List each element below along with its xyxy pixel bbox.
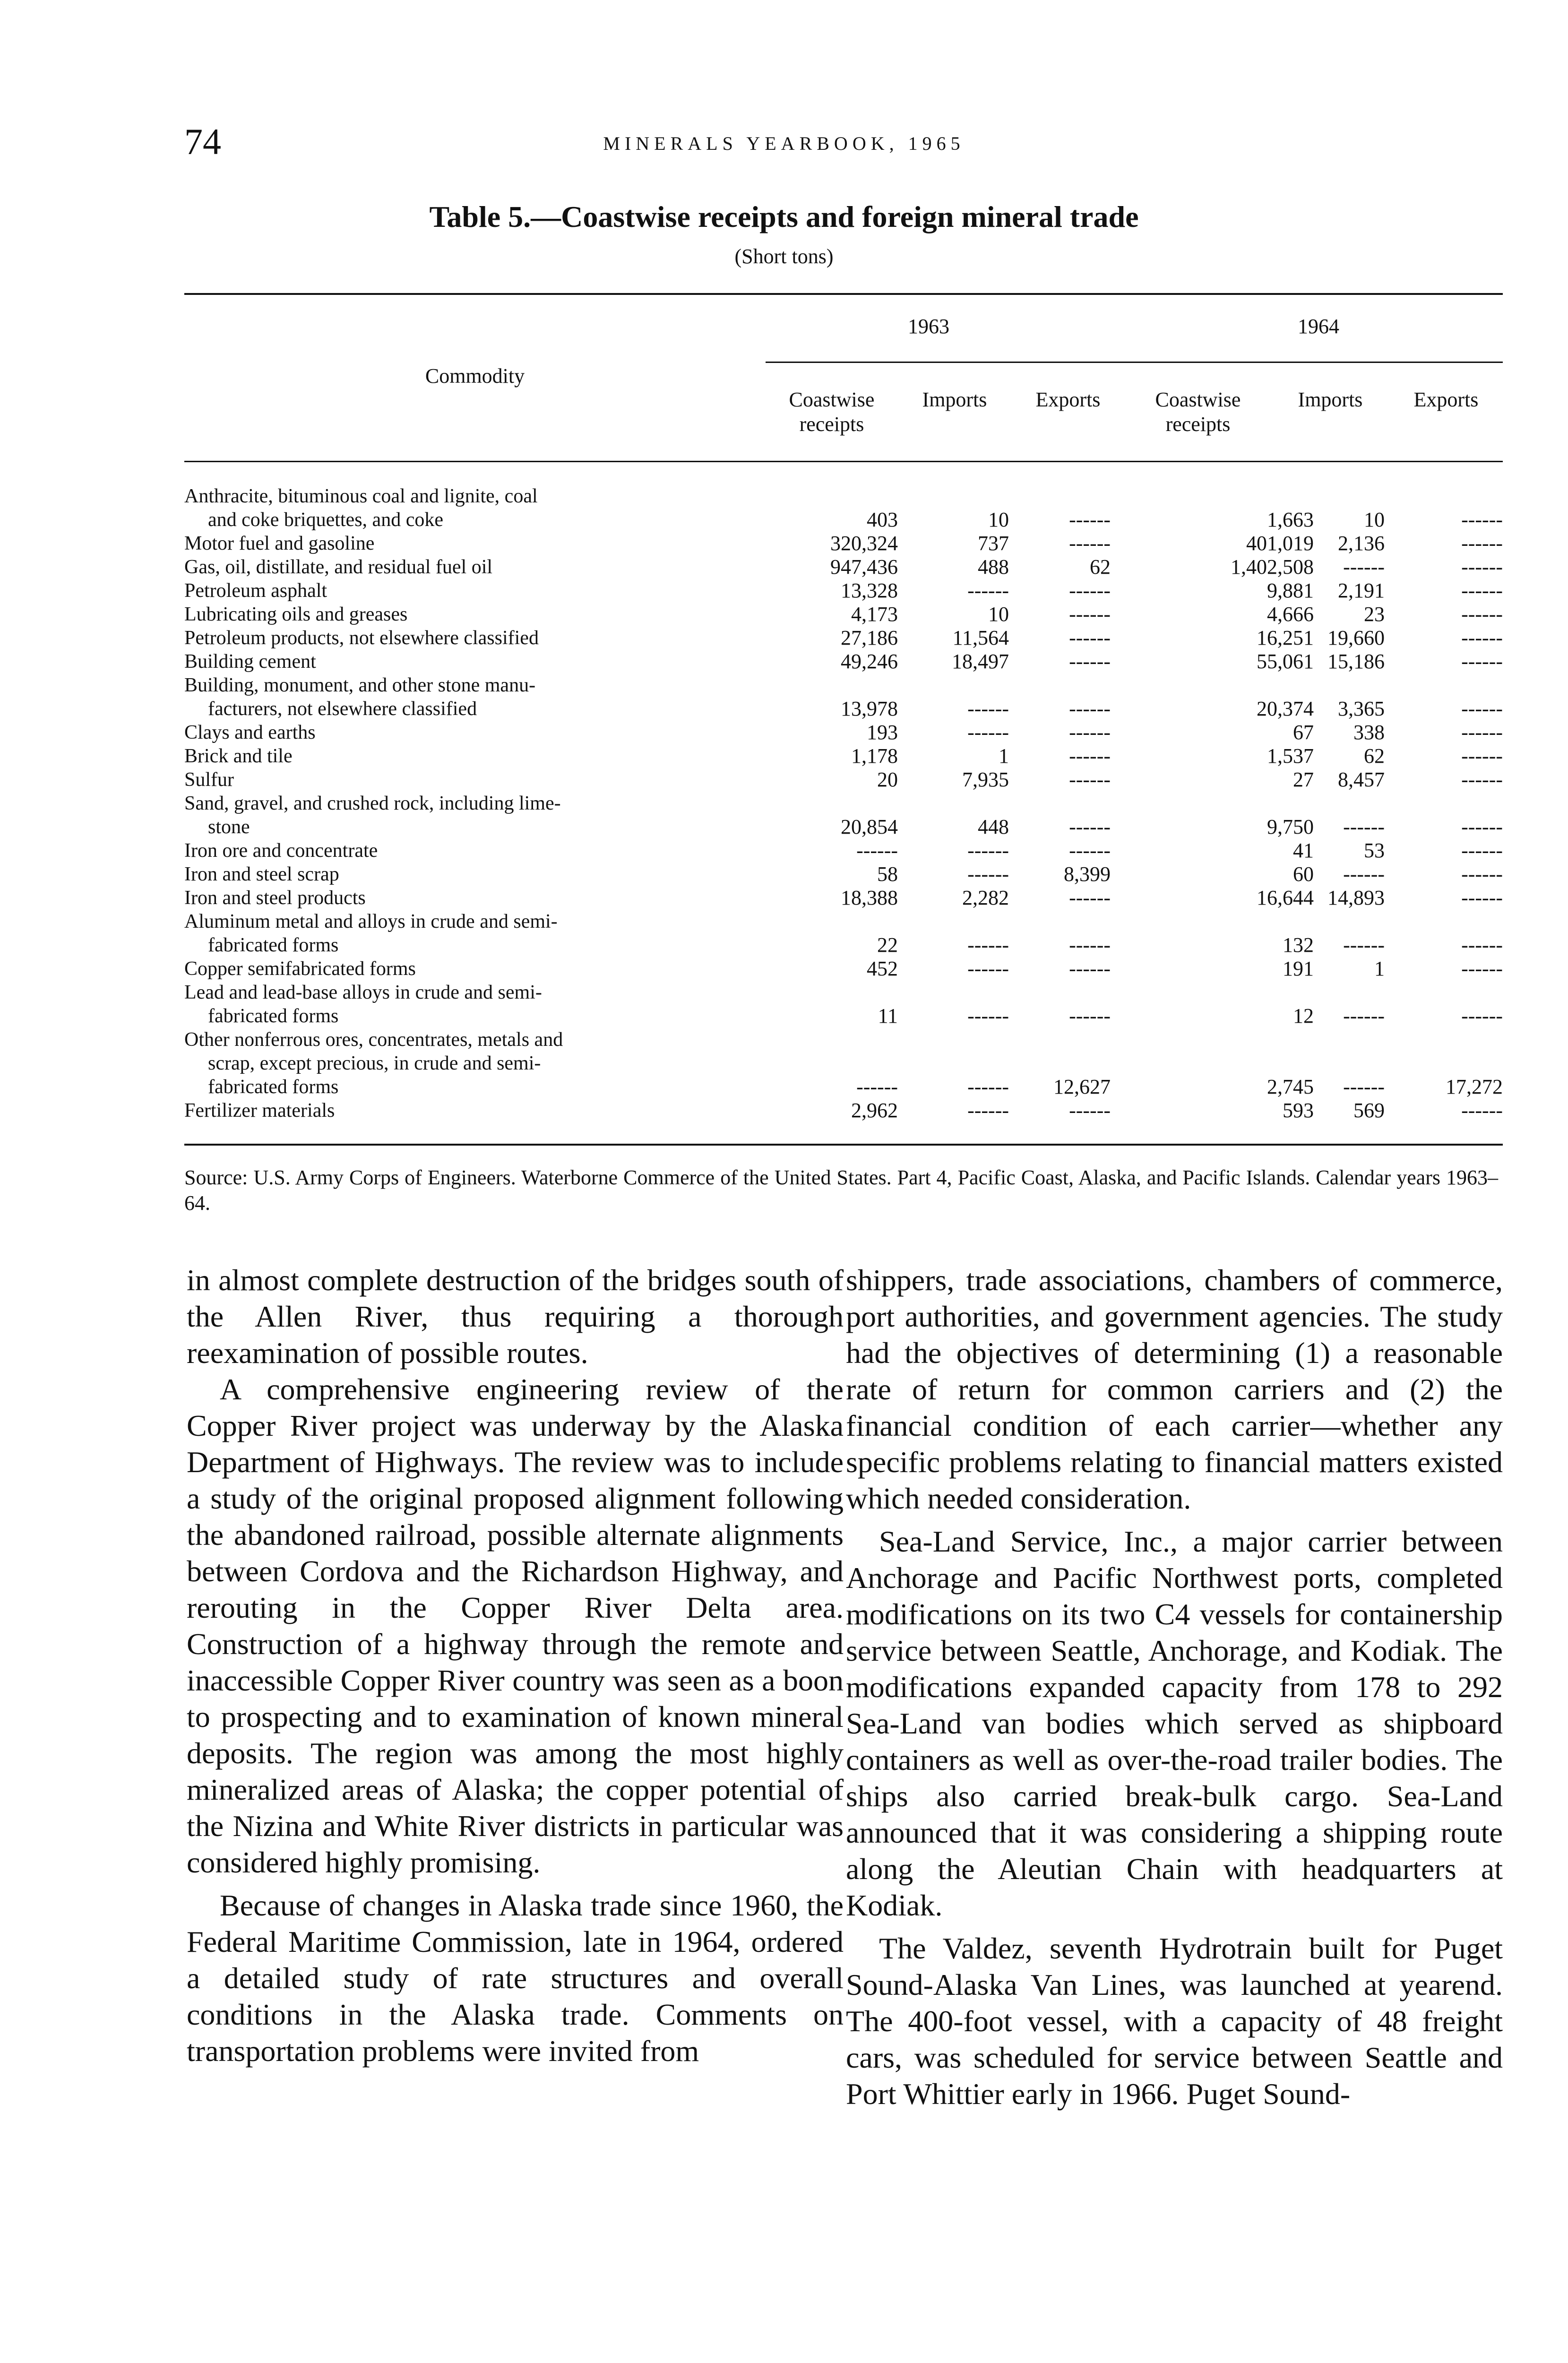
table-cell: 3,365	[1338, 697, 1385, 720]
table-cell: ------	[1461, 815, 1503, 838]
table-row	[184, 650, 1503, 673]
commodity-label	[184, 603, 751, 626]
table-cell: ------	[1343, 933, 1385, 957]
table-cell: 8,399	[1064, 862, 1111, 886]
table-cell: ------	[1461, 532, 1503, 555]
commodity-label-line: Sand, gravel, and crushed rock, including lime-	[184, 793, 561, 814]
table-top-rule	[184, 293, 1503, 295]
table-body	[184, 484, 1503, 1122]
commodity-label	[184, 744, 751, 768]
commodity-label	[184, 1028, 751, 1099]
col-header-exports-1963: Exports	[1035, 388, 1101, 411]
table-cell: 13,978	[841, 697, 898, 720]
commodity-label	[184, 981, 751, 1028]
table-cell: ------	[1069, 579, 1111, 602]
table-row	[184, 981, 1503, 1028]
table-cell: 53	[1364, 839, 1385, 862]
table-cell: 62	[1364, 744, 1385, 768]
commodity-label-line: Iron ore and concentrate	[184, 840, 378, 862]
commodity-label-line: Anthracite, bituminous coal and lignite, coal	[184, 485, 538, 507]
col-header-exports-1964: Exports	[1413, 388, 1479, 411]
commodity-label	[184, 626, 751, 650]
table-cell: 58	[877, 862, 898, 886]
table-cell: 7,935	[962, 768, 1009, 791]
table-cell: ------	[1461, 862, 1503, 886]
table-cell: ------	[967, 933, 1009, 957]
table-cell: 20	[877, 768, 898, 791]
table-cell: ------	[1343, 862, 1385, 886]
commodity-label	[184, 792, 751, 839]
col-header-coastwise-1963: Coastwise receipts	[789, 388, 875, 436]
col-header-coastwise-1964: Coastwise receipts	[1155, 388, 1241, 436]
table-row	[184, 886, 1503, 910]
table-row	[184, 532, 1503, 555]
right-paragraph-3: The Valdez, seventh Hydrotrain built for Puget Sound-Alaska Van Lines, was launched at yearend. The 400-foot vessel, with a capacity of 48 freight cars, was scheduled for service between Seattle and Port Whittier early in 1966. Puget Sound-	[846, 1932, 1503, 2111]
table-cell: 27,186	[841, 626, 898, 649]
table-row	[184, 484, 1503, 532]
commodity-label-line: and coke briquettes, and coke	[208, 509, 443, 531]
table-cell: 488	[978, 555, 1009, 578]
table-cell: ------	[1461, 626, 1503, 649]
commodity-label-line: fabricated forms	[208, 1076, 339, 1098]
table-row	[184, 862, 1503, 886]
table-cell: ------	[1461, 933, 1503, 957]
commodity-label-line: fabricated forms	[208, 934, 339, 956]
left-paragraph-2: A comprehensive engineering review of the Copper River project was underway by the Alaska Department of Highways. The review was to include a study of the original proposed alignment following the abandoned railroad, possible alternate alignments between Cordova and the Richardson Highway, and rerouting in the Copper River Delta area. Construction of a highway through the remote and inaccessible Copper River country was seen as a boon to prospecting and to examination of known mineral deposits. The region was among the most highly mineralized areas of Alaska; the copper potential of the Nizina and White River districts in particular was considered highly promising.	[187, 1372, 844, 1879]
commodity-label	[184, 673, 751, 721]
table-cell: 448	[978, 815, 1009, 838]
table-cell: ------	[1069, 839, 1111, 862]
table-cell: 60	[1293, 862, 1314, 886]
commodity-label-line: Building, monument, and other stone manu-	[184, 674, 536, 696]
table-row	[184, 603, 1503, 626]
commodity-label	[184, 910, 751, 957]
table-row	[184, 626, 1503, 650]
table-cell: 569	[1353, 1099, 1385, 1122]
table-cell: ------	[1069, 957, 1111, 980]
table-title: Table 5.—Coastwise receipts and foreign mineral trade	[429, 200, 1139, 233]
commodity-label-line: Iron and steel scrap	[184, 863, 339, 885]
table-cell: 18,497	[952, 650, 1009, 673]
table-cell: ------	[1343, 1004, 1385, 1027]
table-cell: 1	[999, 744, 1009, 768]
table-row	[184, 673, 1503, 721]
table-cell: ------	[1461, 839, 1503, 862]
table-row	[184, 910, 1503, 957]
table-cell: 4,666	[1267, 603, 1314, 626]
table-cell: ------	[1069, 650, 1111, 673]
commodity-label	[184, 957, 751, 981]
table-cell: 2,962	[851, 1099, 898, 1122]
table-cell: ------	[1069, 603, 1111, 626]
table-cell: 10	[988, 603, 1009, 626]
table-cell: ------	[1069, 532, 1111, 555]
table-cell: 338	[1353, 721, 1385, 744]
table-cell: 403	[867, 508, 898, 531]
table-cell: ------	[967, 1004, 1009, 1027]
table-cell: 193	[867, 721, 898, 744]
table-cell: ------	[967, 1075, 1009, 1098]
table-row	[184, 555, 1503, 579]
commodity-label-line: Copper semifabricated forms	[184, 958, 416, 980]
table-cell: 2,136	[1338, 532, 1385, 555]
table-cell: 1,178	[851, 744, 898, 768]
table-cell: 11	[878, 1004, 898, 1027]
table-cell: ------	[1461, 886, 1503, 909]
table-cell: 16,251	[1257, 626, 1314, 649]
table-cell: 320,324	[830, 532, 898, 555]
table-cell: ------	[1343, 1075, 1385, 1098]
table-cell: ------	[1461, 579, 1503, 602]
commodity-label-line: Fertilizer materials	[184, 1100, 335, 1121]
table-cell: ------	[1461, 1099, 1503, 1122]
table-cell: ------	[856, 1075, 898, 1098]
commodity-label	[184, 650, 751, 673]
table-cell: 9,750	[1267, 815, 1314, 838]
commodity-label-line: fabricated forms	[208, 1005, 339, 1027]
commodity-label	[184, 768, 751, 792]
table-cell: 132	[1283, 933, 1314, 957]
commodity-label-line: Building cement	[184, 651, 316, 673]
table-cell: 2,745	[1267, 1075, 1314, 1098]
year-header-1964: 1964	[1298, 315, 1339, 338]
commodity-label-line: Clays and earths	[184, 722, 316, 743]
table-cell: 12	[1293, 1004, 1314, 1027]
table-cell: ------	[1069, 815, 1111, 838]
table-cell: ------	[967, 697, 1009, 720]
header-bottom-rule	[184, 461, 1503, 462]
table-cell: 11,564	[952, 626, 1009, 649]
right-paragraph-1: shippers, trade associations, chambers of commerce, port authorities, and government agencies. The study had the objectives of determining (1) a reasonable rate of return for common carriers and (2) the financial condition of each carrier—whether any specific problems relating to financial matters existed which needed consideration.	[846, 1263, 1503, 1515]
commodity-label	[184, 484, 751, 532]
table-cell: 1,663	[1267, 508, 1314, 531]
table-row	[184, 792, 1503, 839]
commodity-label	[184, 532, 751, 555]
commodity-label-line: Petroleum asphalt	[184, 580, 327, 602]
table-cell: ------	[1461, 768, 1503, 791]
table-cell: 2,282	[962, 886, 1009, 909]
table-cell: ------	[1461, 697, 1503, 720]
table-cell: ------	[1069, 933, 1111, 957]
table-cell: ------	[1343, 555, 1385, 578]
table-cell: 13,328	[841, 579, 898, 602]
table-cell: ------	[1069, 697, 1111, 720]
commodity-label-line: Motor fuel and gasoline	[184, 533, 375, 554]
body-column-left	[187, 1262, 844, 2069]
table-cell: 49,246	[841, 650, 898, 673]
year-rule	[766, 362, 1503, 363]
table-cell: 10	[1364, 508, 1385, 531]
table-cell: 1,402,508	[1231, 555, 1314, 578]
left-paragraph-1: in almost complete destruction of the bridges south of the Allen River, thus requiring a thorough reexamination of possible routes.	[187, 1263, 844, 1370]
table-cell: ------	[1069, 768, 1111, 791]
table-cell: 401,019	[1246, 532, 1314, 555]
table-cell: 15,186	[1327, 650, 1385, 673]
table-cell: ------	[1461, 603, 1503, 626]
table-cell: 55,061	[1257, 650, 1314, 673]
commodity-label-line: Aluminum metal and alloys in crude and semi-	[184, 911, 558, 932]
col-header-imports-1963: Imports	[922, 388, 987, 411]
table-cell: ------	[967, 1099, 1009, 1122]
table-cell: ------	[1069, 886, 1111, 909]
commodity-header: Commodity	[425, 364, 525, 388]
col-header-imports-1964: Imports	[1298, 388, 1363, 411]
table-cell: 8,457	[1338, 768, 1385, 791]
table-cell: ------	[1069, 508, 1111, 531]
table-cell: 27	[1293, 768, 1314, 791]
table-cell: ------	[1461, 721, 1503, 744]
table-row	[184, 1028, 1503, 1099]
table-row	[184, 579, 1503, 603]
table-cell: 41	[1293, 839, 1314, 862]
table-cell: 14,893	[1327, 886, 1385, 909]
table-cell: 947,436	[830, 555, 898, 578]
table-cell: 737	[978, 532, 1009, 555]
table-cell: 18,388	[841, 886, 898, 909]
table-cell: 452	[867, 957, 898, 980]
table-cell: 17,272	[1446, 1075, 1503, 1098]
commodity-label	[184, 721, 751, 744]
table-cell: ------	[967, 957, 1009, 980]
table-cell: 1,537	[1267, 744, 1314, 768]
table-cell: 19,660	[1327, 626, 1385, 649]
table-bottom-rule	[184, 1144, 1503, 1146]
commodity-label-line: Lubricating oils and greases	[184, 604, 408, 625]
table-cell: 2,191	[1338, 579, 1385, 602]
table-cell: 12,627	[1053, 1075, 1111, 1098]
commodity-label	[184, 1099, 751, 1122]
table-cell: 593	[1283, 1099, 1314, 1122]
table-cell: 22	[877, 933, 898, 957]
table-cell: ------	[967, 721, 1009, 744]
table-cell: ------	[1069, 1004, 1111, 1027]
table-cell: 9,881	[1267, 579, 1314, 602]
table-cell: ------	[967, 839, 1009, 862]
table-cell: ------	[1461, 957, 1503, 980]
commodity-label-line: facturers, not elsewhere classified	[208, 698, 477, 720]
commodity-label-line: Petroleum products, not elsewhere classified	[184, 627, 539, 649]
body-column-right	[846, 1262, 1503, 2112]
table-cell: 191	[1283, 957, 1314, 980]
table-cell: ------	[1461, 744, 1503, 768]
table-cell: ------	[967, 862, 1009, 886]
commodity-label-line: Gas, oil, distillate, and residual fuel oil	[184, 556, 493, 578]
table-cell: ------	[1069, 744, 1111, 768]
table-source-note: Source: U.S. Army Corps of Engineers. Waterborne Commerce of the United States. Part 4, Pacific Coast, Alaska, and Pacific Islands. Calendar years 1963–64.	[184, 1166, 1498, 1215]
table-units: (Short tons)	[734, 245, 834, 268]
table-cell: ------	[1461, 508, 1503, 531]
table-row	[184, 768, 1503, 792]
year-header-1963: 1963	[908, 315, 949, 338]
commodity-label	[184, 555, 751, 579]
table-cell: ------	[1461, 1004, 1503, 1027]
table-cell: ------	[1461, 555, 1503, 578]
right-paragraph-2: Sea-Land Service, Inc., a major carrier between Anchorage and Pacific Northwest ports, completed modifications on its two C4 vessels for containership service between Seattle, Anchorage, and Kodiak. The modifications expanded capacity from 178 to 292 Sea-Land van bodies which served as shipboard containers as well as over-the-road trailer bodies. The ships also carried break-bulk cargo. Sea-Land announced that it was considering a shipping route along the Aleutian Chain with headquarters at Kodiak.	[846, 1525, 1503, 1922]
left-paragraph-3: Because of changes in Alaska trade since 1960, the Federal Maritime Commission, late in 1964, ordered a detailed study of rate structures and overall conditions in the Alaska trade. Comments on transportation problems were invited from	[187, 1889, 844, 2068]
table-cell: 4,173	[851, 603, 898, 626]
commodity-label-line: Sulfur	[184, 769, 234, 791]
table-cell: 23	[1364, 603, 1385, 626]
commodity-label	[184, 862, 751, 886]
commodity-label-line: scrap, except precious, in crude and semi-	[208, 1052, 541, 1074]
table-row	[184, 1099, 1503, 1122]
commodity-label-line: stone	[208, 816, 250, 838]
table-row	[184, 957, 1503, 981]
commodity-label	[184, 886, 751, 910]
commodity-label-line: Iron and steel products	[184, 887, 366, 909]
commodity-label	[184, 579, 751, 603]
commodity-label	[184, 839, 751, 862]
running-title: MINERALS YEARBOOK, 1965	[603, 133, 965, 154]
table-cell: 20,854	[841, 815, 898, 838]
table-cell: 62	[1090, 555, 1111, 578]
table-cell: 67	[1293, 721, 1314, 744]
table-row	[184, 839, 1503, 862]
table-cell: 10	[988, 508, 1009, 531]
commodity-label-line: Other nonferrous ores, concentrates, metals and	[184, 1029, 563, 1051]
table-cell: ------	[856, 839, 898, 862]
table-row	[184, 744, 1503, 768]
table-cell: 1	[1374, 957, 1385, 980]
table-cell: ------	[1069, 626, 1111, 649]
table-cell: 20,374	[1257, 697, 1314, 720]
table-cell: 16,644	[1257, 886, 1314, 909]
table-cell: ------	[1069, 721, 1111, 744]
commodity-label-line: Brick and tile	[184, 745, 293, 767]
page-number: 74	[184, 121, 221, 162]
table-cell: ------	[1069, 1099, 1111, 1122]
table-row	[184, 721, 1503, 744]
table-cell: ------	[1343, 815, 1385, 838]
table-cell: ------	[1461, 650, 1503, 673]
table-cell: ------	[967, 579, 1009, 602]
commodity-label-line: Lead and lead-base alloys in crude and semi-	[184, 982, 542, 1003]
